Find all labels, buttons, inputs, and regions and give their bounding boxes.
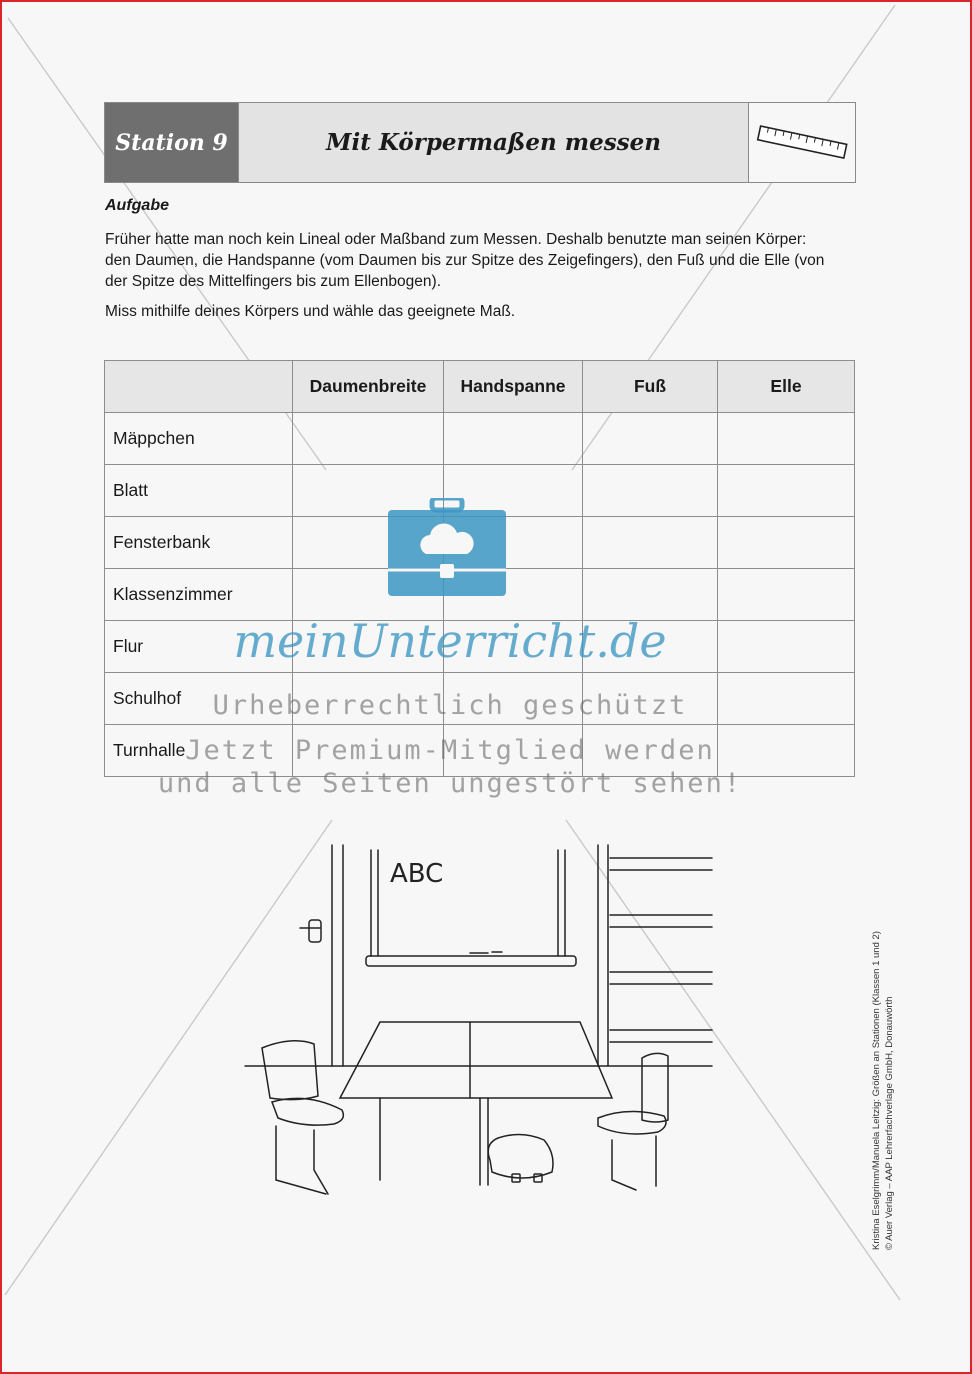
column-header: Fuß [583,361,718,413]
table-cell[interactable] [583,569,718,621]
table-cell[interactable] [444,413,583,465]
copyright-credit [870,870,896,1250]
watermark-line: und alle Seiten ungestört sehen! [157,768,743,799]
watermark-brand: meinUnterricht.de [233,614,667,668]
watermark-line: Jetzt Premium-Mitglied werden [185,735,715,766]
column-header: Elle [718,361,855,413]
table-cell[interactable] [718,413,855,465]
table-cell[interactable] [583,517,718,569]
row-label: Blatt [105,465,293,517]
watermark-line: Urheberrechtlich geschützt [212,690,688,721]
task-instruction: Miss mithilfe deines Körpers und wähle das geeignete Maß. [105,303,516,320]
briefcase-cloud-icon [386,498,508,603]
credit-line: Kristina Eselgrimm/Manuela Leitzig: Größen an Stationen (Klassen 1 und 2) [871,931,882,1250]
credit-line: © Auer Verlag – AAP Lehrerfachverlage GmbH, Donauwörth [884,996,895,1250]
blackboard-text: ABC [390,859,444,889]
row-label: Klassenzimmer [105,569,293,621]
task-heading: Aufgabe [105,197,169,214]
ruler-icon [749,103,855,182]
table-cell[interactable] [583,413,718,465]
table-cell[interactable] [718,465,855,517]
table-cell[interactable] [583,465,718,517]
task-text: Früher hatte man noch kein Lineal oder Maßband zum Messen. Deshalb benutzte man seinen Körper: den Daumen, die Handspanne (vom Daumen bis zur Spitze des Zeigefingers), den Fuß und die Elle (von der Spitze des Mittelfingers bis zum Ellenbogen). [105,231,825,290]
table-row [105,413,855,465]
table-cell[interactable] [718,517,855,569]
row-label: Turnhalle [105,725,293,777]
table-cell[interactable] [718,569,855,621]
classroom-illustration [240,840,720,1205]
row-label: Fensterbank [105,517,293,569]
table-header-row [105,361,855,413]
station-label: Station 9 [105,103,239,182]
row-label: Flur [105,621,293,673]
column-header: Handspanne [444,361,583,413]
table-cell[interactable] [718,621,855,673]
page-title: Mit Körpermaßen messen [239,103,749,182]
station-header [104,102,856,183]
column-header [105,361,293,413]
column-header: Daumenbreite [293,361,444,413]
row-label: Schulhof [105,673,293,725]
row-label: Mäppchen [105,413,293,465]
table-cell[interactable] [293,413,444,465]
